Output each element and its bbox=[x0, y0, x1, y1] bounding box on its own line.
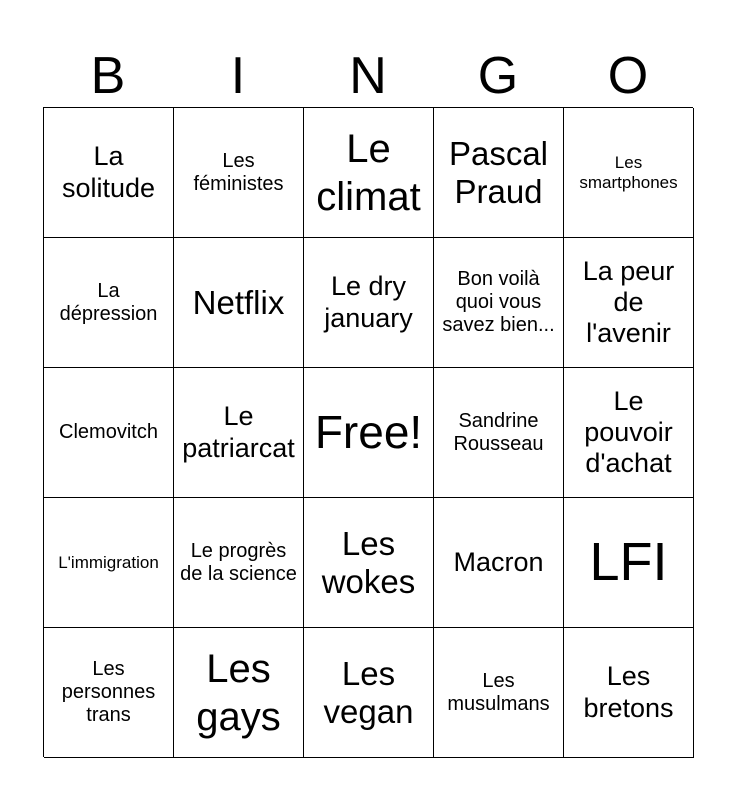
bingo-cell-r3-c5[interactable]: Le pouvoir d'achat bbox=[564, 368, 694, 498]
bingo-cell-r4-c4[interactable]: Macron bbox=[434, 498, 564, 628]
bingo-cell-r5-c5[interactable]: Les bretons bbox=[564, 628, 694, 758]
bingo-cell-r5-c1[interactable]: Les personnes trans bbox=[44, 628, 174, 758]
bingo-cell-r4-c5[interactable]: LFI bbox=[564, 498, 694, 628]
bingo-cell-free[interactable]: Free! bbox=[304, 368, 434, 498]
bingo-cell-r1-c3[interactable]: Le climat bbox=[304, 108, 434, 238]
bingo-cell-r2-c5[interactable]: La peur de l'avenir bbox=[564, 238, 694, 368]
bingo-cell-r2-c4[interactable]: Bon voilà quoi vous savez bien... bbox=[434, 238, 564, 368]
bingo-cell-r3-c4[interactable]: Sandrine Rousseau bbox=[434, 368, 564, 498]
bingo-cell-r2-c3[interactable]: Le dry january bbox=[304, 238, 434, 368]
header-letter-o: O bbox=[607, 47, 649, 105]
bingo-cell-r4-c3[interactable]: Les wokes bbox=[304, 498, 434, 628]
bingo-cell-r4-c1[interactable]: L'immigration bbox=[44, 498, 174, 628]
bingo-cell-r1-c2[interactable]: Les féministes bbox=[174, 108, 304, 238]
header-letter-b: B bbox=[90, 47, 126, 105]
bingo-cell-r5-c4[interactable]: Les musulmans bbox=[434, 628, 564, 758]
bingo-cell-r3-c2[interactable]: Le patriarcat bbox=[174, 368, 304, 498]
header-letter-i: I bbox=[230, 47, 246, 105]
bingo-cell-r2-c1[interactable]: La dépression bbox=[44, 238, 174, 368]
bingo-cell-r4-c2[interactable]: Le progrès de la science bbox=[174, 498, 304, 628]
header-letter-g: G bbox=[477, 47, 519, 105]
header-letter-n: N bbox=[349, 47, 387, 105]
bingo-header bbox=[43, 44, 693, 108]
bingo-cell-r1-c1[interactable]: La solitude bbox=[44, 108, 174, 238]
bingo-cell-r2-c2[interactable]: Netflix bbox=[174, 238, 304, 368]
bingo-cell-r3-c1[interactable]: Clemovitch bbox=[44, 368, 174, 498]
bingo-board bbox=[43, 107, 693, 757]
bingo-cell-r5-c3[interactable]: Les vegan bbox=[304, 628, 434, 758]
bingo-cell-r5-c2[interactable]: Les gays bbox=[174, 628, 304, 758]
bingo-cell-r1-c4[interactable]: Pascal Praud bbox=[434, 108, 564, 238]
bingo-cell-r1-c5[interactable]: Les smartphones bbox=[564, 108, 694, 238]
